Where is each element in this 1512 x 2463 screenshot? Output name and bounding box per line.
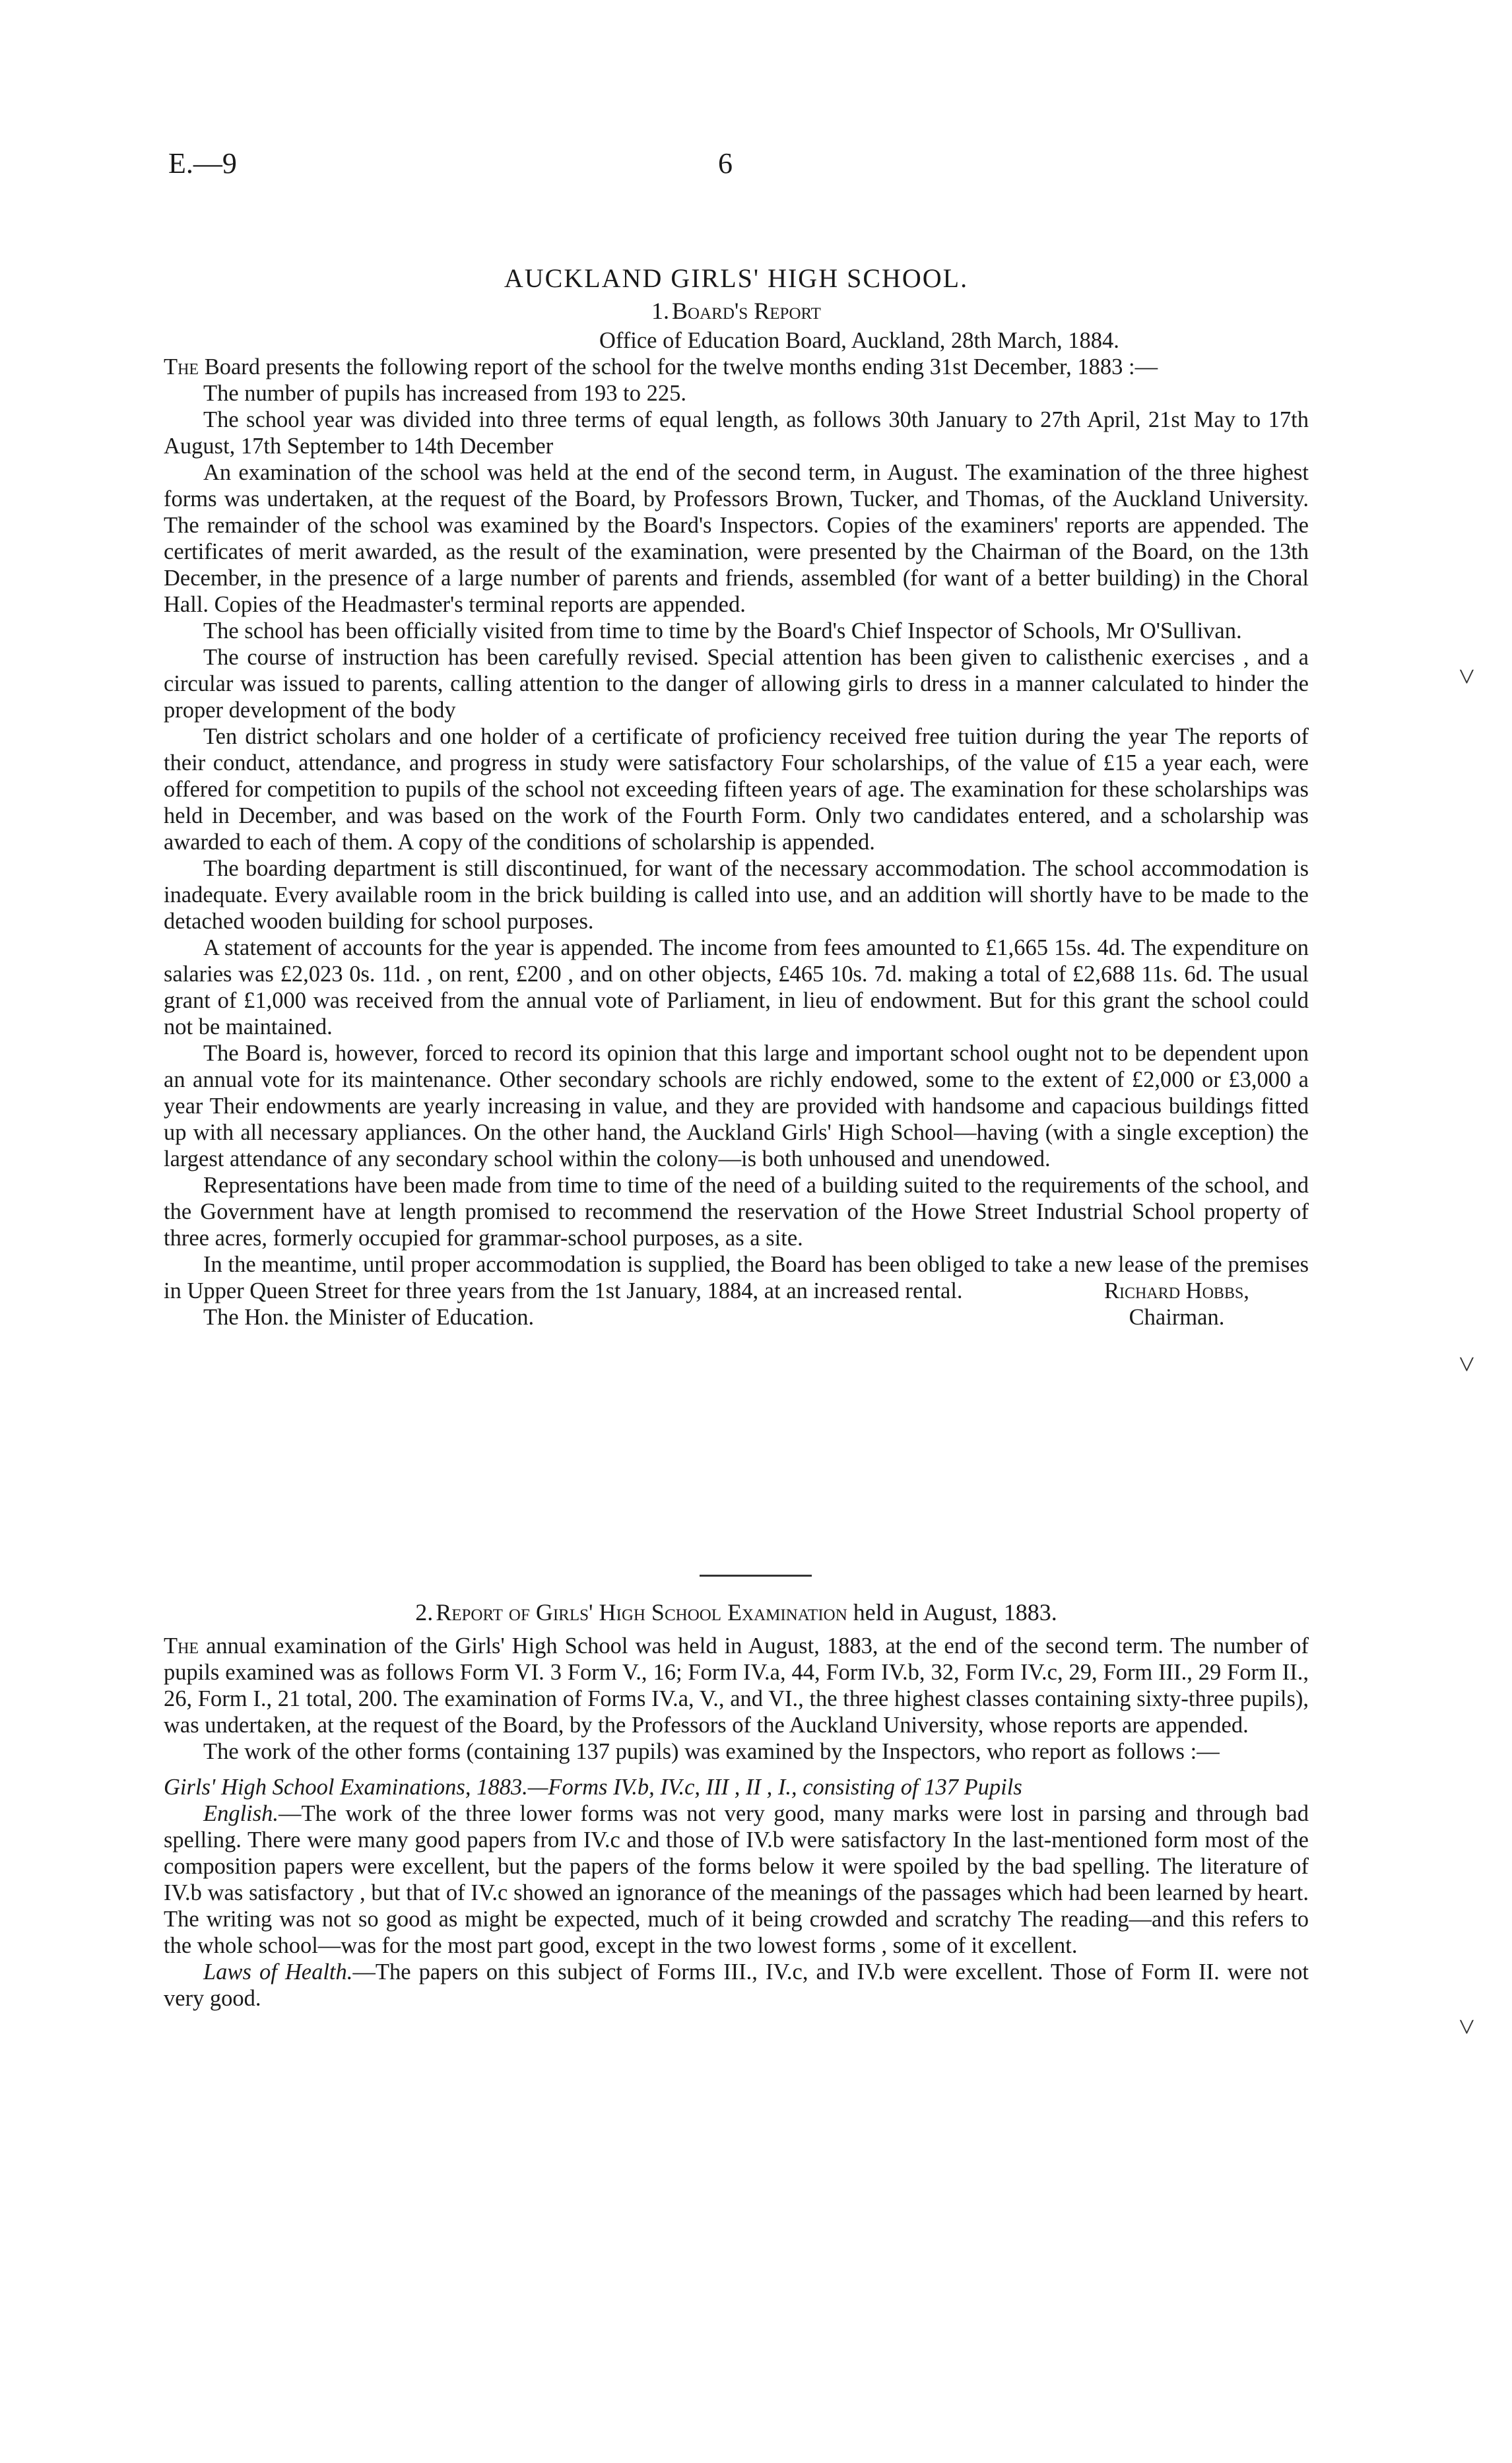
dateline: Office of Education Board, Auckland, 28th March, 1884. xyxy=(599,328,1119,353)
english-label: English. xyxy=(203,1801,279,1826)
paragraph-instruction: The course of instruction has been carefully revised. Special attention has been given to calisthenic exercises , and a circular was issued to parents, calling attention to the danger of allowing girls to dress in a manner calculated to hinder the proper development of the body xyxy=(164,645,1309,723)
paragraph-endowment: The Board is, however, forced to record its opinion that this large and important school ought not to be dependent upon an annual vote for its maintenance. Other secondary schools are richly endowed, some to the extent of £2,000 or £3,000 a year Their endowments are yearly increasing in value, and they are provided with handsome and capacious buildings fitted up with all necessary appliances. On the other hand, the Auckland Girls' High School—having (with a single exception) the largest attendance of any secondary school within the colony—is both unhoused and unendowed. xyxy=(164,1041,1309,1171)
opening-paragraph xyxy=(164,354,1309,380)
paragraph-other-forms: The work of the other forms (containing 137 pupils) was examined by the Inspectors, who report as follows :— xyxy=(203,1739,1220,1764)
paragraph-scholarships: Ten district scholars and one holder of a certificate of proficiency received free tuition during the year The reports of their conduct, attendance, and progress in study were satisfactory Four scholarships, of the value of £15 a year each, were offered for competition to pupils of the school not exceeding fifteen years of age. The examination for these scholarships was held in December, and was based on the work of the Fourth Form. Only two candidates entered, and a scholarship was awarded to each of them. A copy of the conditions of scholarship is appended. xyxy=(164,724,1309,855)
margin-mark-icon: ˅ xyxy=(1459,1348,1475,1381)
section1-body xyxy=(164,354,1309,1330)
section2-heading xyxy=(164,1598,1309,1626)
health-text: —The papers on this subject of Forms III., IV.c, and IV.b were excellent. Those of Form II. were not very good. xyxy=(164,1959,1309,2011)
addressee: The Hon. the Minister of Education. xyxy=(203,1305,535,1330)
paragraph-terms: The school year was divided into three terms of equal length, as follows 30th January to 27th April, 21st May to 17th August, 17th September to 14th December xyxy=(164,407,1309,459)
page-header xyxy=(0,147,1512,186)
heading-small-caps: Report of Girls' High School Examination xyxy=(436,1599,847,1626)
margin-mark-icon: ˅ xyxy=(1459,661,1475,693)
paragraph-boarding: The boarding department is still discontinued, for want of the necessary accommodation. The school accommodation is inadequate. Every available room in the brick building is called into use, and an addition will shortly have to be made to the detached wooden building for school purposes. xyxy=(164,856,1309,934)
paragraph-examination: An examination of the school was held at the end of the second term, in August. The examination of the three highest forms was undertaken, at the request of the Board, by Professors Brown, Tucker, and Thomas, of the Auckland University. The remainder of the school was examined by the Board's Inspectors. Copies of the examiners' reports are appended. The certificates of merit awarded, as the result of the examination, were presented by the Chairman of the Board, on the 13th December, in the presence of a large number of parents and friends, assembled (for want of a better building) in the Choral Hall. Copies of the Headmaster's terminal reports are appended. xyxy=(164,460,1309,617)
subtitle-number: 1. xyxy=(651,298,670,324)
paragraph-representations: Representations have been made from time to time of the need of a building suited to the requirements of the school, and the Government have at length promised to recommend the reservation of the Howe Street Industrial School property of three acres, formerly occupied for grammar-school purposes, as a site. xyxy=(164,1173,1309,1251)
paragraph-pupils: The number of pupils has increased from 193 to 225. xyxy=(203,381,686,406)
section2-opening-paragraph xyxy=(164,1633,1309,1738)
paragraph-english xyxy=(164,1800,1309,1959)
paragraph-meantime: In the meantime, until proper accommodation is supplied, the Board has been obliged to take a new lease of the premises in Upper Queen Street for three years from the 1st January, 1884, at an increased rental. xyxy=(164,1252,1309,1303)
section1-title xyxy=(164,263,1309,294)
health-label: Laws of Health. xyxy=(203,1959,353,1985)
document-code: E.—9 xyxy=(168,147,237,180)
section2-body xyxy=(164,1633,1309,2012)
page-number: 6 xyxy=(718,147,733,180)
examinations-subheading: Girls' High School Examinations, 1883.—Forms IV.b, IV.c, III , II , I., consisting of 137 Pupils xyxy=(164,1775,1022,1800)
school-title: AUCKLAND GIRLS' HIGH SCHOOL. xyxy=(504,263,969,293)
english-text: —The work of the three lower forms was not very good, many marks were lost in parsing and through bad spelling. There were many good papers from IV.c and those of IV.b were satisfactory In the last-mentioned form most of the composition papers were excellent, but the papers of the forms below it were spoiled by the bad spelling. The literature of IV.b was satisfactory , but that of IV.c showed an ignorance of the meanings of the passages which had been learned by heart. The writing was not so good as might be expected, much of it being crowded and scratchy The reading—and this refers to the whole school—was for the most part good, except in the two lowest forms , some of it excellent. xyxy=(164,1801,1309,1958)
paragraph-accounts: A statement of accounts for the year is appended. The income from fees amounted to £1,665 15s. 4d. The expenditure on salaries was £2,023 0s. 11d. , on rent, £200 , and on other objects, £465 10s. 7d. making a total of £2,688 11s. 6d. The usual grant of £1,000 was received from the annual vote of Parliament, in lieu of endowment. But for this grant the school could not be maintained. xyxy=(164,935,1309,1039)
dateline-row xyxy=(164,327,1309,354)
opening-lead: The xyxy=(164,354,199,379)
signature-name: Richard Hobbs, xyxy=(1104,1278,1249,1303)
heading-rest: held in August, 1883. xyxy=(847,1599,1057,1626)
opening-text: Board presents the following report of the school for the twelve months ending 31st December, 1883 :— xyxy=(199,354,1158,379)
board-report-subtitle: Board's Report xyxy=(672,298,821,324)
section-divider xyxy=(700,1575,812,1577)
paragraph-health xyxy=(164,1959,1309,2012)
section2-opening-text: annual examination of the Girls' High School was held in August, 1883, at the end of the second term. The number of pupils examined was as follows Form VI. 3 Form V., 16; Form IV.a, 44, Form IV.b, 32, Form IV.c, 29, Form III., 29 Form II., 26, Form I., 21 total, 200. The examination of Forms IV.a, V., and VI., the three highest classes containing sixty-three pupils), was undertaken, at the request of the Board, by the Professors of the Auckland University, whose reports are appended. xyxy=(164,1633,1309,1738)
margin-mark-icon: ˅ xyxy=(1459,2011,1475,2043)
section2-opening-lead: The xyxy=(164,1633,199,1658)
paragraph-visits: The school has been officially visited from time to time by the Board's Chief Inspector of Schools, Mr O'Sullivan. xyxy=(203,618,1242,643)
heading-number: 2. xyxy=(415,1599,434,1626)
section1-subtitle xyxy=(164,297,1309,325)
signature-title: Chairman. xyxy=(1129,1305,1225,1330)
signature-row-2 xyxy=(164,1304,1309,1330)
